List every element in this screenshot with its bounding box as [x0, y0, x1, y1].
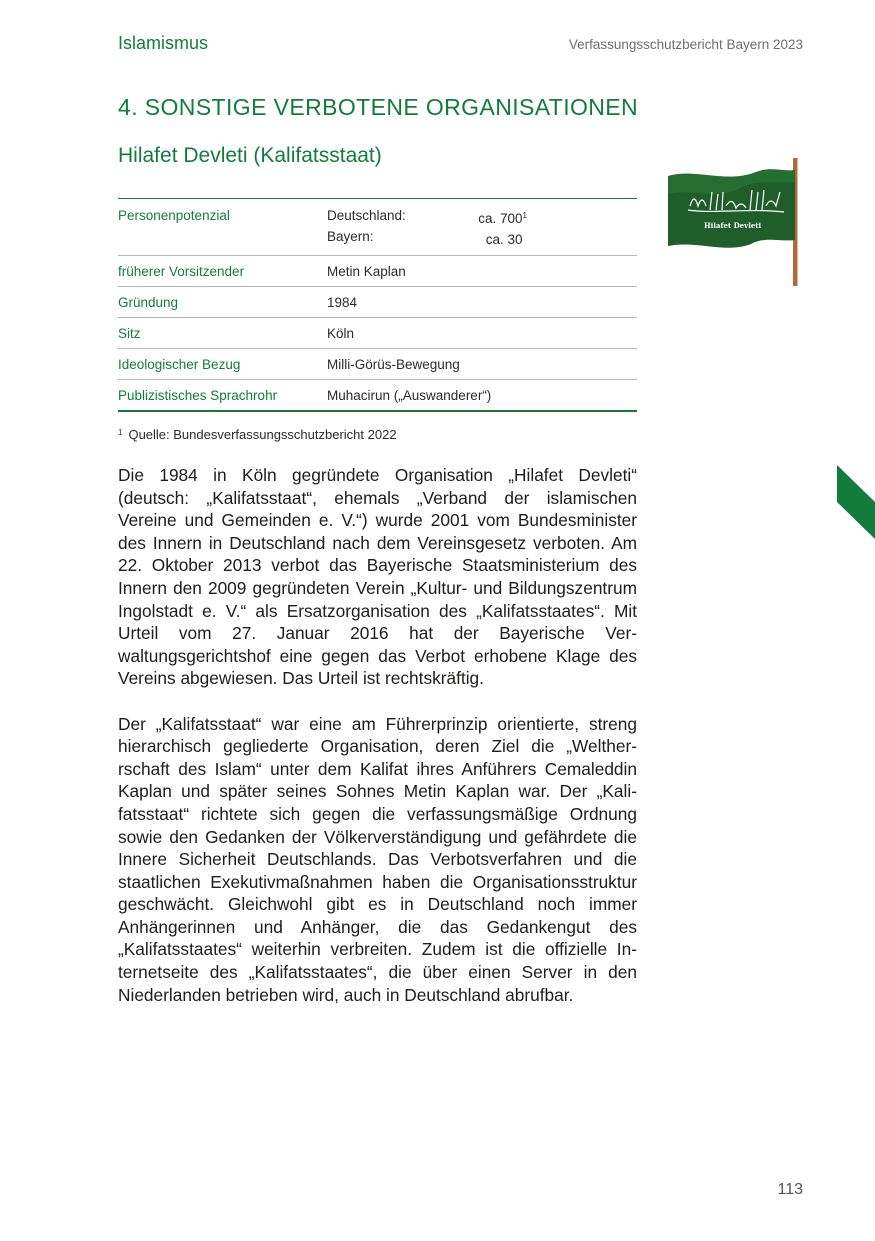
fact-row-founding: [118, 287, 637, 318]
footnote-ref: 1: [522, 211, 527, 220]
fact-row-ideology: [118, 349, 637, 380]
footnote: [118, 427, 397, 442]
fact-label: Personenpotenzial: [118, 208, 230, 223]
potential-line-germany: [327, 207, 637, 228]
potential-count-value: ca. 700: [478, 211, 523, 226]
fact-value: Köln: [327, 326, 355, 341]
running-header-publication: Verfassungsschutzbericht Bayern 2023: [568, 37, 803, 52]
fact-row-seat: [118, 318, 637, 349]
running-header-section: Islamismus: [118, 33, 209, 53]
fact-row-personenpotenzial: [118, 199, 637, 256]
flag-caption: Hilafet Devleti: [704, 221, 762, 230]
kalifatsstaat-flag-image: [666, 148, 806, 286]
potential-count-value: ca. 30: [485, 232, 523, 247]
fact-label: Ideologischer Bezug: [118, 357, 241, 372]
potential-count: [437, 228, 527, 249]
fact-label: Gründung: [118, 295, 179, 310]
paragraph: Der „Kalifatsstaat“ war eine am Führerprinzip orientierte, streng hierarchisch gegliederte Organisation, deren Ziel die „Weltherrschaft des Islam“ unter dem Kalifat ihres Anführers Cemaleddin Kaplan und später seines Sohnes Metin Kaplan war. Der „Kalifatsstaat“ richtete sich gegen die verfassungsmäßige Ordnung sowie den Gedanken der Völkerverständigung und gefährdete die Innere Sicherheit Deutschlands. Das Verbotsverfahren und die staatlichen Exekutivmaßnahmen haben die Organisationsstruktur geschwächt. Gleichwohl gibt es in Deutschland noch immer Anhängerinnen und Anhänger, die das Gedankengut des „Kalifatsstaates“ weiterhin verbreiten. Zudem ist die offizielle Internetseite des „Kalifatsstaates“, die über einen Server in den Niederlanden betrieben wird, auch in Deutschland abrufbar.: [118, 713, 637, 1005]
fact-row-publication: [118, 380, 637, 410]
section-heading: 4. SONSTIGE VERBOTENE ORGANISATIONEN: [118, 94, 639, 120]
fact-table: [118, 198, 637, 412]
chapter-tab-marker: [837, 465, 875, 539]
potential-region: Bayern:: [327, 229, 374, 244]
organization-title: Hilafet Devleti (Kalifatsstaat): [118, 144, 382, 167]
fact-value: 1984: [327, 295, 358, 310]
fact-value: [327, 207, 637, 249]
body-text: [118, 464, 637, 1029]
fact-value: Metin Kaplan: [327, 264, 406, 279]
footnote-text: Quelle: Bundesverfassungsschutzbericht 2022: [128, 427, 397, 442]
potential-count: [437, 207, 527, 228]
fact-value: Milli-Görüs-Bewegung: [327, 357, 460, 372]
fact-label: Publizistisches Sprachrohr: [118, 388, 278, 403]
fact-value: Muhacirun („Auswanderer“): [327, 388, 492, 403]
fact-label: früherer Vorsitzender: [118, 264, 245, 279]
crescent-icon: [795, 150, 799, 158]
footnote-marker: 1: [118, 428, 123, 437]
potential-region: Deutschland:: [327, 208, 406, 223]
fact-row-chairman: [118, 256, 637, 287]
paragraph: Die 1984 in Köln gegründete Organisation „Hilafet Devleti“ (deutsch: „Kalifatsstaat“, ehemals „Verband der islamischen Vereine und Gemeinden e. V.“) wurde 2001 vom Bundesminister des Innern in Deutschland nach dem Vereinsgesetz verboten. Am 22. Oktober 2013 verbot das Bayerische Staatsministerium des Innern den 2009 gegründeten Verein „Kultur- und Bildungszentrum Ingolstadt e. V.“ als Ersatzorganisation des „Kalifatsstaates“. Mit Urteil vom 27. Januar 2016 hat der Bayerische Verwaltungsgerichtshof eine gegen das Verbot erhobene Klage des Vereins abgewiesen. Das Urteil ist rechtskräftig.: [118, 465, 637, 689]
fact-label: Sitz: [118, 326, 141, 341]
potential-line-bavaria: [327, 228, 637, 249]
page-number: 113: [777, 1181, 803, 1198]
